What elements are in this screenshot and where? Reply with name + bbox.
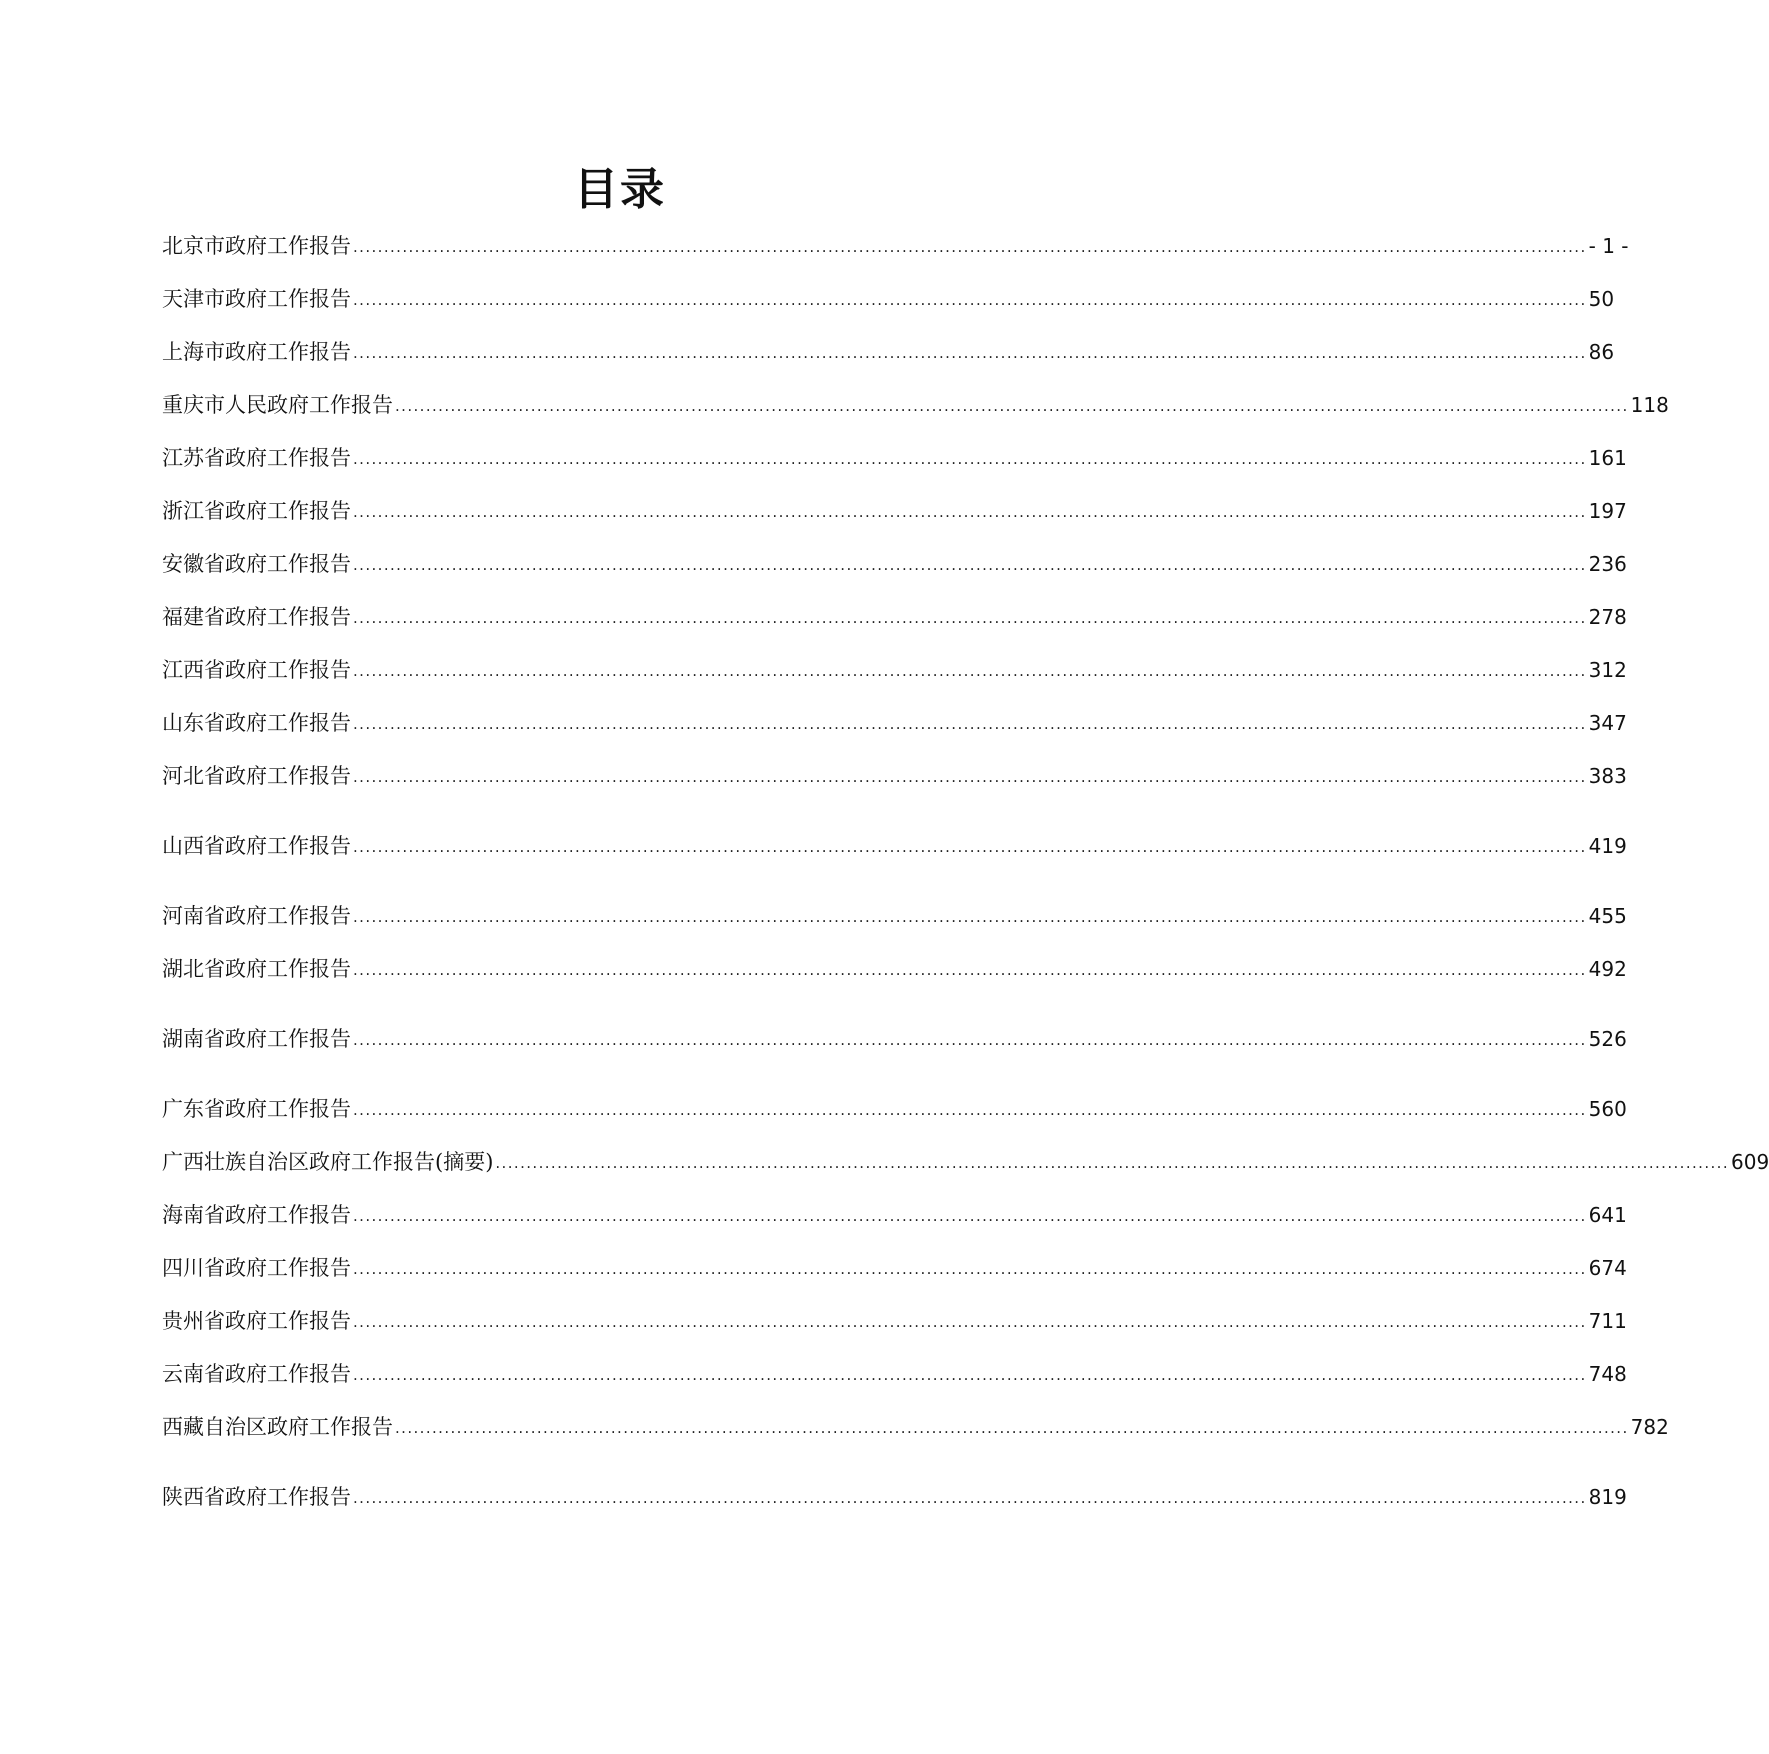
dot-leader: ........................................................................................................................................................................................................	[353, 609, 1587, 627]
dot-leader: ........................................................................................................................................................................................................	[395, 397, 1629, 415]
toc-entry-page-number: 347	[1588, 711, 1627, 735]
toc-entry-title: 贵州省政府工作报告	[162, 1309, 351, 1333]
dot-leader: ........................................................................................................................................................................................................	[353, 1366, 1587, 1384]
toc-entry-title: 上海市政府工作报告	[162, 340, 351, 364]
toc-entry-title: 广东省政府工作报告	[162, 1097, 351, 1121]
toc-entry-title: 江苏省政府工作报告	[162, 446, 351, 470]
toc-entry[interactable]	[162, 827, 1627, 861]
toc-entry-page-number: 711	[1588, 1309, 1627, 1333]
toc-entry-title: 西藏自治区政府工作报告	[162, 1415, 393, 1439]
toc-entry-title: 河南省政府工作报告	[162, 904, 351, 928]
toc-entry[interactable]	[162, 333, 1615, 367]
dot-leader: ........................................................................................................................................................................................................	[353, 450, 1587, 468]
toc-entry-page-number: 197	[1588, 499, 1627, 523]
toc-entry-page-number: 161	[1588, 446, 1627, 470]
toc-entry[interactable]	[162, 492, 1627, 526]
toc-entry-page-number: 50	[1588, 287, 1615, 311]
toc-entry[interactable]	[162, 757, 1627, 791]
page-title: 目录	[574, 164, 666, 215]
dot-leader: ........................................................................................................................................................................................................	[353, 1313, 1587, 1331]
toc-entry[interactable]	[162, 1355, 1627, 1389]
dot-leader: ........................................................................................................................................................................................................	[353, 662, 1587, 680]
toc-entry[interactable]	[162, 1143, 1769, 1177]
toc-entry-page-number: 278	[1588, 605, 1627, 629]
dot-leader: ........................................................................................................................................................................................................	[353, 503, 1587, 521]
toc-entry-page-number: 86	[1588, 340, 1615, 364]
toc-entry[interactable]	[162, 1408, 1669, 1442]
toc-entry[interactable]	[162, 1478, 1627, 1512]
toc-entry-title: 四川省政府工作报告	[162, 1256, 351, 1280]
toc-entry-title: 福建省政府工作报告	[162, 605, 351, 629]
dot-leader: ........................................................................................................................................................................................................	[353, 1031, 1587, 1049]
toc-entry-page-number: 312	[1588, 658, 1627, 682]
toc-entry-page-number: 492	[1588, 957, 1627, 981]
dot-leader: ........................................................................................................................................................................................................	[353, 291, 1587, 309]
toc-entry-title: 湖南省政府工作报告	[162, 1027, 351, 1051]
dot-leader: ........................................................................................................................................................................................................	[353, 1101, 1587, 1119]
dot-leader: ........................................................................................................................................................................................................	[353, 715, 1587, 733]
toc-entry-page-number: 782	[1630, 1415, 1669, 1439]
toc-entry-page-number: 748	[1588, 1362, 1627, 1386]
toc-entry-title: 重庆市人民政府工作报告	[162, 393, 393, 417]
dot-leader: ........................................................................................................................................................................................................	[353, 908, 1587, 926]
toc-entry[interactable]	[162, 1249, 1627, 1283]
toc-entry[interactable]	[162, 704, 1627, 738]
toc-entry[interactable]	[162, 280, 1615, 314]
toc-entry-page-number: 383	[1588, 764, 1627, 788]
toc-entry[interactable]	[162, 1302, 1627, 1336]
toc-entry-page-number: 560	[1588, 1097, 1627, 1121]
toc-entry-title: 北京市政府工作报告	[162, 234, 351, 258]
dot-leader: ........................................................................................................................................................................................................	[353, 961, 1587, 979]
dot-leader: ........................................................................................................................................................................................................	[353, 838, 1587, 856]
dot-leader: ........................................................................................................................................................................................................	[353, 768, 1587, 786]
toc-entry[interactable]	[162, 950, 1627, 984]
toc-entry-page-number: - 1 -	[1588, 234, 1629, 258]
toc-entry-title: 安徽省政府工作报告	[162, 552, 351, 576]
toc-entry-page-number: 419	[1588, 834, 1627, 858]
toc-entry-page-number: 455	[1588, 904, 1627, 928]
dot-leader: ........................................................................................................................................................................................................	[353, 1260, 1587, 1278]
toc-entry-title: 河北省政府工作报告	[162, 764, 351, 788]
toc-entry[interactable]	[162, 1020, 1627, 1054]
dot-leader: ........................................................................................................................................................................................................	[353, 1489, 1587, 1507]
toc-entry[interactable]	[162, 386, 1669, 420]
toc-entry-page-number: 819	[1588, 1485, 1627, 1509]
toc-entry-title: 浙江省政府工作报告	[162, 499, 351, 523]
toc-entry[interactable]	[162, 1196, 1627, 1230]
toc-entry-title: 天津市政府工作报告	[162, 287, 351, 311]
toc-entry[interactable]	[162, 897, 1627, 931]
toc-entry-title: 云南省政府工作报告	[162, 1362, 351, 1386]
dot-leader: ........................................................................................................................................................................................................	[353, 238, 1587, 256]
toc-entry[interactable]	[162, 545, 1627, 579]
dot-leader: ........................................................................................................................................................................................................	[353, 556, 1587, 574]
toc-entry-title: 陕西省政府工作报告	[162, 1485, 351, 1509]
dot-leader: ........................................................................................................................................................................................................	[353, 1207, 1587, 1225]
toc-entry-page-number: 641	[1588, 1203, 1627, 1227]
toc-entry-page-number: 526	[1588, 1027, 1627, 1051]
dot-leader: ........................................................................................................................................................................................................	[395, 1419, 1629, 1437]
toc-entry-title: 山东省政府工作报告	[162, 711, 351, 735]
toc-entry-title: 江西省政府工作报告	[162, 658, 351, 682]
toc-entry-title: 湖北省政府工作报告	[162, 957, 351, 981]
toc-entry-title: 广西壮族自治区政府工作报告(摘要)	[162, 1150, 494, 1174]
toc-entry-page-number: 609	[1731, 1150, 1769, 1174]
toc-entry-title: 海南省政府工作报告	[162, 1203, 351, 1227]
toc-entry-page-number: 118	[1630, 393, 1669, 417]
toc-entry-page-number: 236	[1588, 552, 1627, 576]
toc-entry-title: 山西省政府工作报告	[162, 834, 351, 858]
toc-entry[interactable]	[162, 439, 1627, 473]
toc-entry[interactable]	[162, 651, 1627, 685]
toc-entry-page-number: 674	[1588, 1256, 1627, 1280]
toc-entry[interactable]	[162, 598, 1627, 632]
toc-entry[interactable]	[162, 227, 1629, 261]
dot-leader: ........................................................................................................................................................................................................	[495, 1154, 1730, 1172]
dot-leader: ........................................................................................................................................................................................................	[353, 344, 1587, 362]
toc-entry[interactable]	[162, 1090, 1627, 1124]
